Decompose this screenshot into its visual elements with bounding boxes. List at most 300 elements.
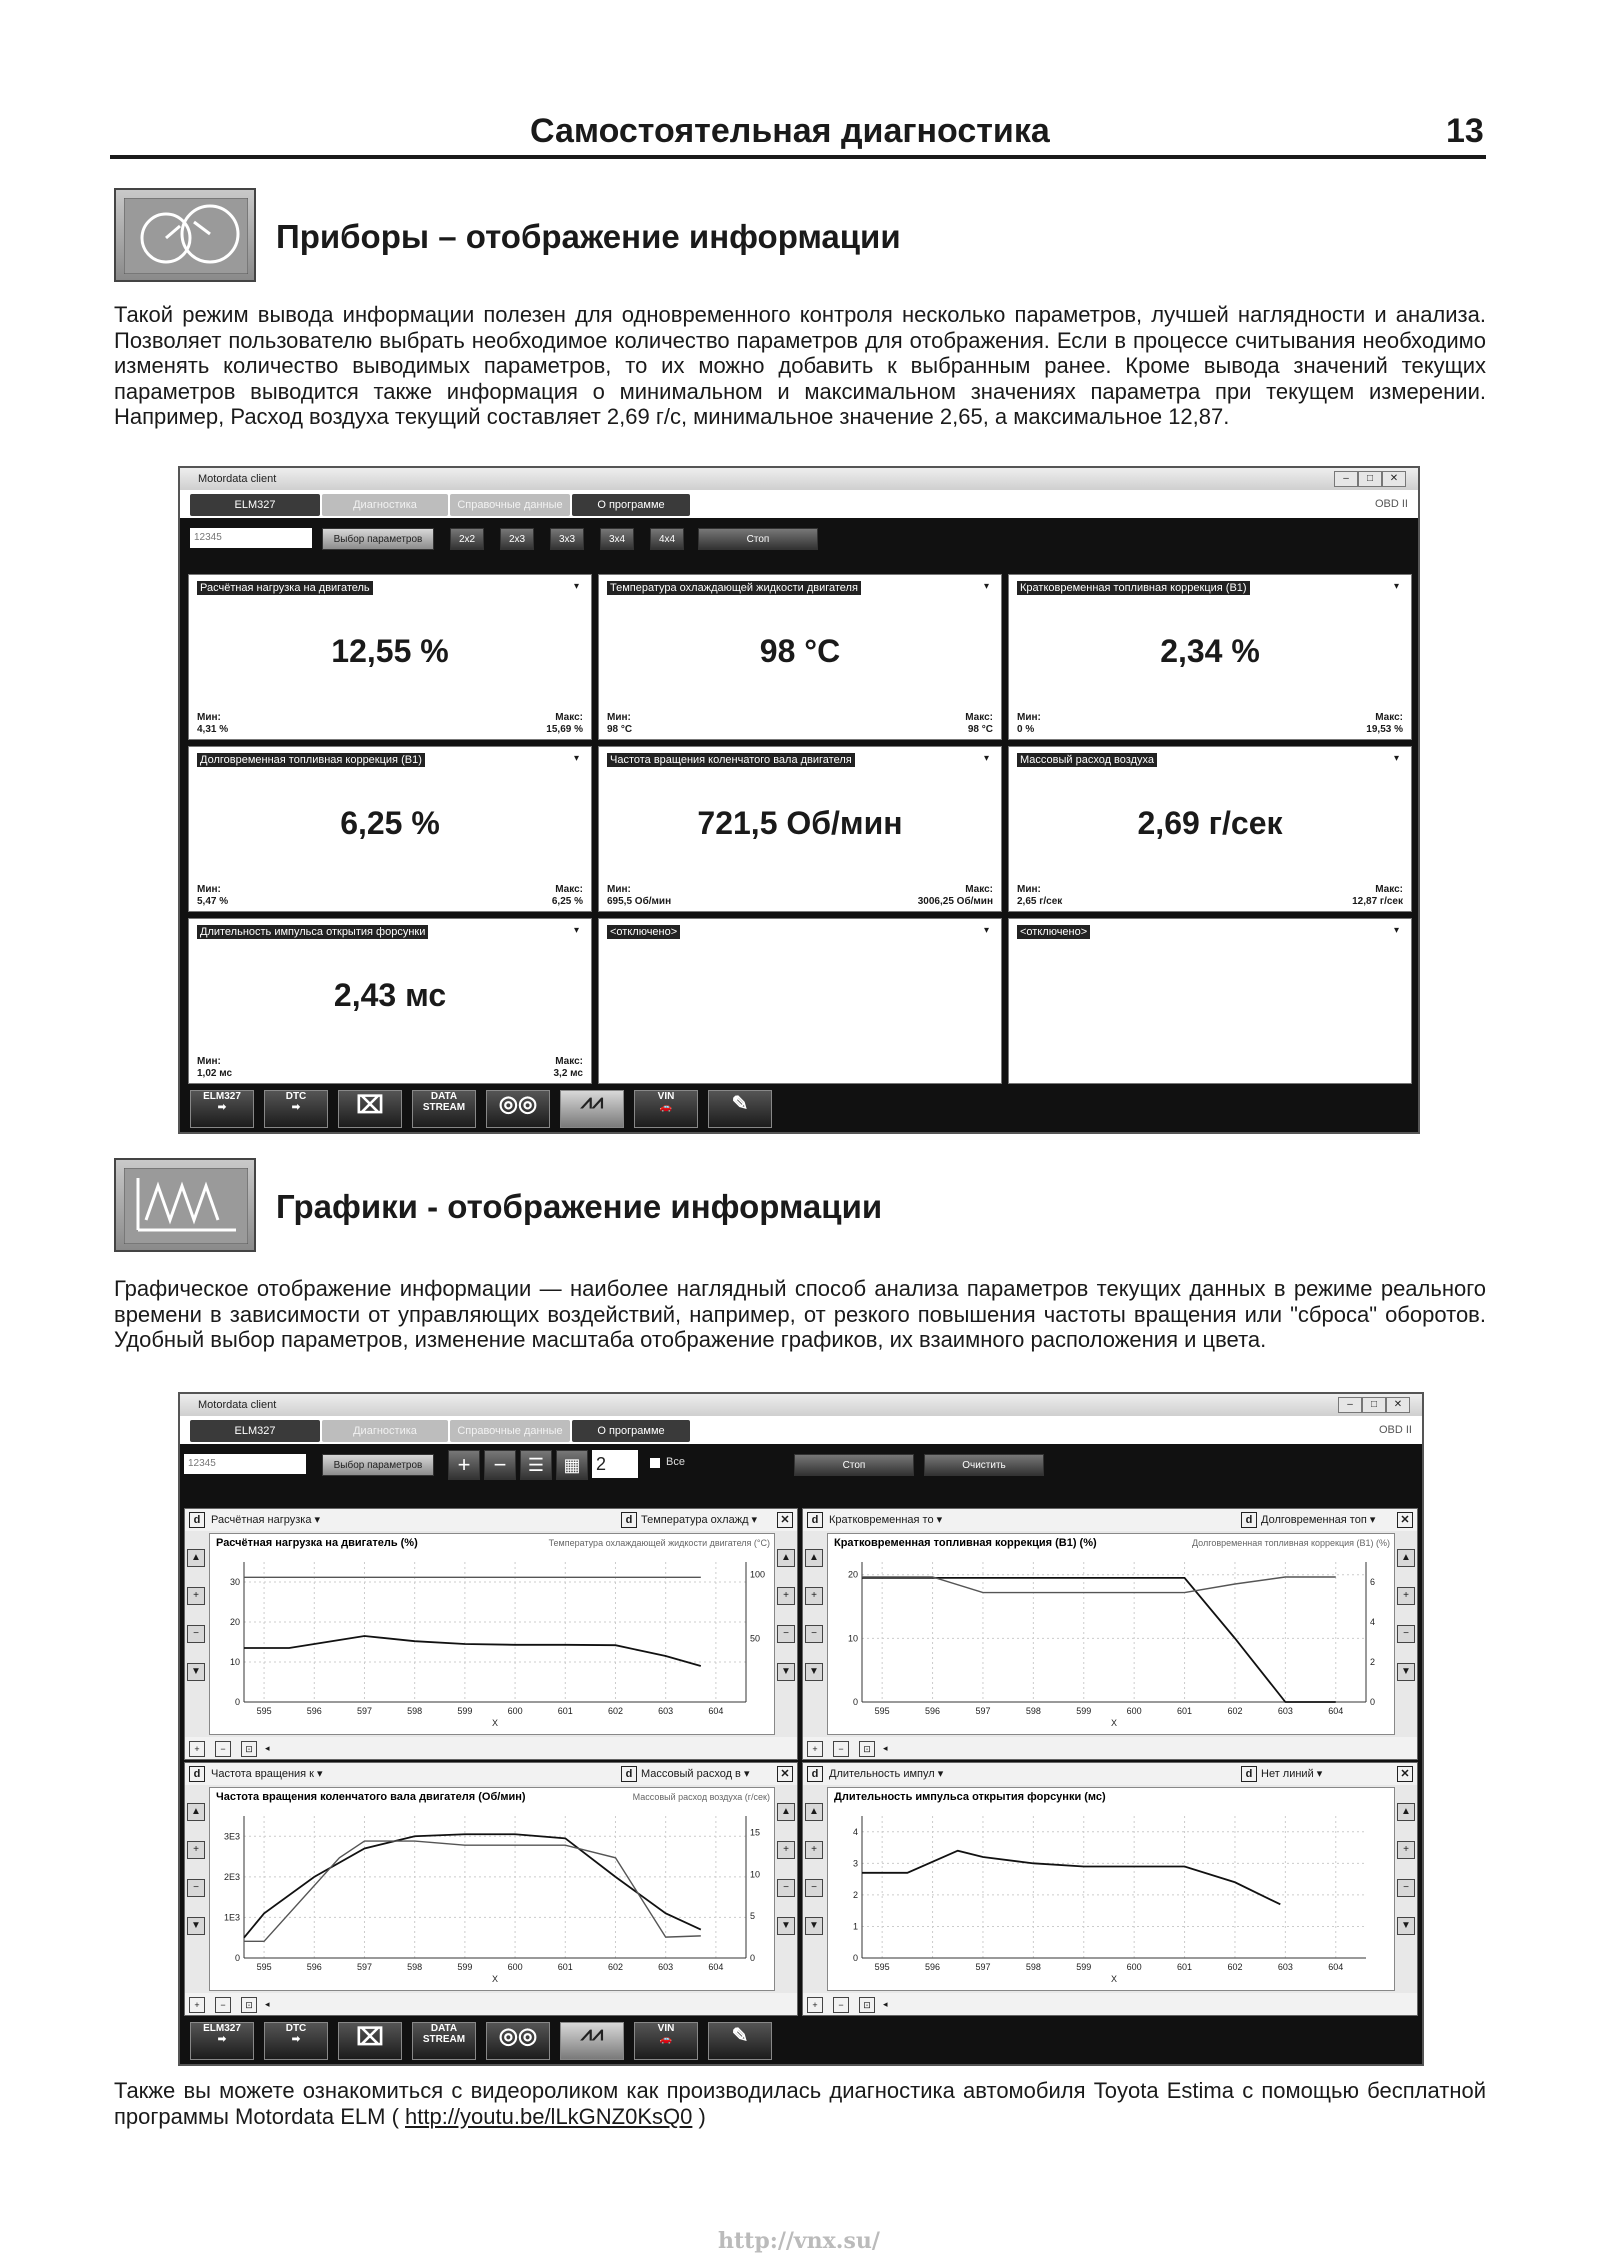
chevron-down-icon[interactable]: ▾ (983, 925, 989, 936)
left-axis-controls (187, 1803, 205, 1955)
scroll-down-icon[interactable]: ▼ (1397, 1663, 1415, 1681)
zoom-out-icon[interactable]: − (215, 1741, 231, 1757)
gauges-button-icon[interactable]: ◎◎ (486, 2022, 550, 2060)
grid-2x2-button[interactable]: 2x2 (450, 528, 484, 550)
x-tick-label: 604 (1328, 1962, 1344, 1972)
graph-panel-header (803, 1763, 1417, 1785)
graph-plot[interactable] (827, 1533, 1395, 1735)
zoom-in-icon[interactable]: + (189, 1997, 205, 2013)
zoom-out-icon[interactable]: − (833, 1741, 849, 1757)
columns-spinner[interactable]: 2 (592, 1450, 638, 1478)
zoom-out-icon[interactable]: − (777, 1625, 795, 1643)
bottom-toolbar (180, 2018, 1422, 2064)
graph-panel-header (185, 1509, 797, 1531)
elm327-button-label: ELM327 (203, 1091, 241, 1102)
chevron-down-icon[interactable]: ▾ (983, 581, 989, 592)
zoom-in-icon[interactable]: + (189, 1741, 205, 1757)
chart-title: Кратковременная топливная коррекция (B1) (%) (834, 1537, 1097, 1549)
tools-icon[interactable]: ✎ (708, 2022, 772, 2060)
window-title: Motordata client (198, 1399, 277, 1411)
right-axis-controls (777, 1803, 795, 1955)
gauge-tile (1008, 918, 1412, 1084)
dtc-button[interactable]: DTC ➡ (264, 1090, 328, 1128)
elm327-button[interactable]: ELM327 ➡ (190, 1090, 254, 1128)
footer-text: Также вы можете ознакомиться с видеороликом как производилась диагностика автомобиля Toyota Estima с помощью бесплатной программы Motordata ELM ( (114, 2078, 1486, 2129)
tab-reference[interactable]: Справочные данные (450, 494, 570, 516)
app-window-gauges (178, 466, 1420, 1134)
gauge-min-label: Мин: (607, 712, 631, 723)
graph-panel-header (803, 1509, 1417, 1531)
zoom-in-icon[interactable]: + (187, 1587, 205, 1605)
y-tick-label: 0 (852, 1953, 858, 1963)
all-checkbox[interactable] (650, 1458, 660, 1468)
gauge-max-value: 3006,25 Об/мин (917, 896, 993, 907)
layout-rows-icon[interactable]: ☰ (520, 1450, 552, 1480)
x-tick-label: 602 (607, 1962, 623, 1972)
gauge-parameter-select[interactable]: Температура охлаждающей жидкости двигателя (607, 581, 861, 595)
gauge-value: 2,69 г/сек (1137, 805, 1283, 841)
x-tick-label: 599 (1076, 1962, 1092, 1972)
series-color-icon[interactable]: d (1241, 1766, 1257, 1782)
gauge-value: 2,34 % (1160, 633, 1260, 669)
gauges-button-icon[interactable]: ◎◎ (486, 1090, 550, 1128)
gauge-max-label: Макс: (555, 884, 583, 895)
tools-icon[interactable]: ✎ (708, 1090, 772, 1128)
chevron-down-icon[interactable]: ▾ (573, 753, 579, 764)
x-tick-label: 597 (356, 1962, 372, 1972)
graph-panel-footer (185, 1737, 797, 1759)
scroll-up-icon[interactable]: ▲ (805, 1549, 823, 1567)
x-tick-label: 601 (1177, 1706, 1193, 1716)
graph-panel (184, 1762, 798, 2016)
zoom-out-icon[interactable]: − (215, 1997, 231, 2013)
grid-3x3-button[interactable]: 3x3 (550, 528, 584, 550)
x-tick-label: 598 (407, 1962, 423, 1972)
zoom-in-icon[interactable]: + (1397, 1587, 1415, 1605)
x-tick-label: 602 (1227, 1962, 1243, 1972)
graph-plot[interactable] (209, 1533, 775, 1735)
toolbar (180, 518, 1418, 558)
series1-select[interactable]: Расчётная нагрузка ▾ (211, 1514, 321, 1526)
gauge-min-label: Мин: (1017, 712, 1041, 723)
elm327-button[interactable]: ELM327 ➡ (190, 2022, 254, 2060)
series1-select[interactable]: Кратковременная то ▾ (829, 1514, 943, 1526)
y-tick-label: 2E3 (223, 1871, 240, 1882)
gauge-min-value: 695,5 Об/мин (607, 896, 672, 907)
ecu-select[interactable]: 12345 (184, 1454, 306, 1474)
data-stream-button[interactable]: DATA STREAM (412, 1090, 476, 1128)
chevron-down-icon[interactable]: ▾ (1393, 581, 1399, 592)
select-params-button[interactable]: Выбор параметров (322, 1454, 434, 1476)
y-tick-label: 10 (847, 1633, 858, 1644)
obd-label: OBD II (1374, 498, 1408, 510)
series-color-icon[interactable]: d (1241, 1512, 1257, 1528)
fit-icon[interactable]: ⊡ (859, 1741, 875, 1757)
gauge-max-value: 12,87 г/сек (1352, 896, 1403, 907)
series-line (862, 1577, 1336, 1593)
x-tick-label: 598 (1025, 1962, 1041, 1972)
scroll-up-icon[interactable]: ▲ (777, 1549, 795, 1567)
series-color-icon[interactable]: d (189, 1512, 205, 1528)
x-tick-label: 597 (975, 1962, 991, 1972)
y2-tick-label: 5 (750, 1911, 756, 1922)
y-tick-label: 10 (229, 1657, 240, 1667)
series2-select-label: Температура охлажд (641, 1514, 749, 1526)
zoom-out-icon[interactable]: − (805, 1879, 823, 1897)
scroll-left-icon[interactable]: ◂ (265, 1999, 270, 2009)
gauge-value: 12,55 % (331, 633, 449, 669)
zoom-out-icon[interactable]: − (777, 1879, 795, 1897)
series2-select-label: Массовый расход в (641, 1768, 741, 1780)
gauge-max-value: 3,2 мс (553, 1068, 583, 1079)
close-icon[interactable]: ✕ (1386, 1397, 1410, 1413)
gauge-max-value: 15,69 % (546, 724, 583, 735)
footer-text-end: ) (692, 2103, 706, 2129)
x-tick-label: 598 (407, 1706, 423, 1716)
x-tick-label: 595 (256, 1706, 272, 1716)
chart-title-secondary: Долговременная топливная коррекция (B1) (%) (1191, 1538, 1390, 1548)
gauge-value: 721,5 Об/мин (697, 805, 903, 841)
toolbar (180, 1444, 1422, 1484)
x-tick-label: 599 (457, 1962, 473, 1972)
zoom-out-icon[interactable]: − (187, 1879, 205, 1897)
clear-button[interactable]: Очистить (924, 1454, 1044, 1476)
gauge-tile (188, 574, 592, 740)
x-axis-label: X (1110, 1718, 1118, 1728)
gauge-min-value: 98 °C (607, 724, 633, 735)
gauge-max-value: 19,53 % (1366, 724, 1403, 735)
graph-panel (802, 1762, 1418, 2016)
gauge-parameter-select[interactable]: Расчётная нагрузка на двигатель (197, 581, 373, 595)
x-tick-label: 600 (507, 1706, 523, 1716)
scroll-up-icon[interactable]: ▲ (187, 1803, 205, 1821)
running-header: Самостоятельная диагностика (530, 112, 1050, 150)
graph-panel-footer (803, 1993, 1417, 2015)
y-tick-label: 1 (852, 1921, 858, 1932)
gauge-min-value: 5,47 % (197, 896, 229, 907)
y-tick-label: 0 (852, 1697, 858, 1707)
tab-diagnostics[interactable]: Диагностика (322, 494, 448, 516)
window-titlebar (180, 468, 1418, 490)
series-line (862, 1578, 1336, 1702)
fit-icon[interactable]: ⊡ (241, 1741, 257, 1757)
x-tick-label: 601 (557, 1962, 573, 1972)
elm327-button-label: ELM327 (203, 2023, 241, 2034)
chart-svg (828, 1788, 1396, 1992)
camera-icon[interactable]: ⌧ (338, 2022, 402, 2060)
gauge-parameter-select[interactable]: Долговременная топливная коррекция (B1) (197, 753, 425, 767)
x-axis-label: X (1110, 1974, 1118, 1984)
x-tick-label: 604 (708, 1706, 724, 1716)
gauge-value: 98 °C (759, 633, 841, 669)
gauge-parameter-select[interactable]: Длительность импульса открытия форсунки (197, 925, 428, 939)
maximize-icon[interactable]: □ (1362, 1397, 1386, 1413)
obd-label: OBD II (1378, 1424, 1412, 1436)
watermark: http://vnx.su/ (718, 2228, 880, 2254)
close-icon[interactable]: ✕ (777, 1512, 793, 1528)
close-icon[interactable]: ✕ (1397, 1512, 1413, 1528)
app-window-graphs (178, 1392, 1424, 2066)
x-tick-label: 601 (1177, 1962, 1193, 1972)
close-icon[interactable]: ✕ (1397, 1766, 1413, 1782)
right-axis-controls (1397, 1803, 1415, 1955)
tab-elm327[interactable]: ELM327 (190, 494, 320, 516)
minimize-icon[interactable]: – (1334, 471, 1358, 487)
menu-bar (180, 490, 1418, 518)
scroll-down-icon[interactable]: ▼ (187, 1663, 205, 1681)
graph-plot[interactable] (209, 1787, 775, 1991)
scroll-up-icon[interactable]: ▲ (805, 1803, 823, 1821)
y2-tick-label: 15 (750, 1827, 761, 1838)
tab-diagnostics[interactable]: Диагностика (322, 1420, 448, 1442)
y2-tick-label: 0 (1370, 1697, 1376, 1707)
zoom-out-icon[interactable]: − (1397, 1879, 1415, 1897)
vin-car-icon[interactable]: VIN 🚗 (634, 2022, 698, 2060)
x-tick-label: 597 (975, 1706, 991, 1716)
graph-panel-footer (803, 1737, 1417, 1759)
x-tick-label: 597 (356, 1706, 372, 1716)
y-tick-label: 20 (847, 1569, 858, 1580)
series-line (244, 1834, 701, 1937)
x-tick-label: 596 (925, 1962, 941, 1972)
zoom-in-icon[interactable]: + (807, 1741, 823, 1757)
chart-title: Частота вращения коленчатого вала двигателя (Об/мин) (216, 1791, 526, 1803)
scroll-up-icon[interactable]: ▲ (1397, 1803, 1415, 1821)
camera-icon[interactable]: ⌧ (338, 1090, 402, 1128)
zoom-in-icon[interactable]: + (777, 1841, 795, 1859)
zoom-out-icon[interactable]: − (484, 1450, 516, 1480)
chart-title: Расчётная нагрузка на двигатель (%) (216, 1537, 418, 1549)
grid-3x4-button[interactable]: 3x4 (600, 528, 634, 550)
y-tick-label: 3 (852, 1858, 858, 1869)
window-titlebar (180, 1394, 1422, 1416)
gauge-value: 2,43 мс (333, 977, 447, 1013)
gauge-max-value: 6,25 % (551, 896, 583, 907)
zoom-out-icon[interactable]: − (1397, 1625, 1415, 1643)
maximize-icon[interactable]: □ (1358, 471, 1382, 487)
zoom-out-icon[interactable]: − (805, 1625, 823, 1643)
left-axis-controls (805, 1549, 823, 1701)
scroll-left-icon[interactable]: ◂ (883, 1743, 888, 1753)
y2-tick-label: 50 (750, 1633, 761, 1644)
x-tick-label: 601 (557, 1706, 573, 1716)
scroll-up-icon[interactable]: ▲ (187, 1549, 205, 1567)
series2-select[interactable]: Нет линий ▾ (1261, 1768, 1323, 1780)
window-title: Motordata client (198, 473, 277, 485)
chart-title: Длительность импульса открытия форсунки (мс) (834, 1791, 1106, 1803)
section-paragraph: Графическое отображение информации — наиболее наглядный способ анализа параметров текущих данных в режиме реального времени в зависимости от управляющих воздействий, например, от резкого повышения частоты вращения или "сброса" оборотов. Удобный выбор параметров, изменение масштаба отображение графиков, их взаимного расположения и цвета. (114, 1276, 1486, 1352)
gauge-tile (598, 574, 1002, 740)
series1-select-label: Длительность импул (829, 1768, 935, 1780)
gauge-min-value: 1,02 мс (197, 1068, 233, 1079)
scroll-left-icon[interactable]: ◂ (883, 1999, 888, 2009)
y2-tick-label: 10 (750, 1869, 761, 1880)
chart-svg (828, 1534, 1396, 1736)
header-rule (110, 155, 1486, 159)
graph-panel (802, 1508, 1418, 1760)
gauge-min-value: 4,31 % (197, 724, 229, 735)
series1-select-label: Расчётная нагрузка (211, 1514, 312, 1526)
left-axis-controls (187, 1549, 205, 1701)
series1-select[interactable]: Частота вращения к ▾ (211, 1768, 323, 1780)
chart-title-secondary: Массовый расход воздуха (г/сек) (632, 1792, 770, 1802)
gauge-parameter-select[interactable]: <отключено> (607, 925, 680, 939)
zoom-in-icon[interactable]: + (448, 1450, 480, 1480)
page-number: 13 (1446, 112, 1484, 150)
fit-icon[interactable]: ⊡ (859, 1997, 875, 2013)
chevron-down-icon[interactable]: ▾ (1393, 753, 1399, 764)
stop-button[interactable]: Стоп (698, 528, 818, 550)
graph-plot[interactable] (827, 1787, 1395, 1991)
graph-panel (184, 1508, 798, 1760)
gauge-max-label: Макс: (1375, 712, 1403, 723)
series-line (244, 1636, 701, 1666)
gauge-min-label: Мин: (607, 884, 631, 895)
gauge-tile (188, 746, 592, 912)
scroll-down-icon[interactable]: ▼ (805, 1917, 823, 1935)
x-tick-label: 596 (306, 1962, 322, 1972)
vin-car-icon[interactable]: VIN 🚗 (634, 1090, 698, 1128)
scroll-up-icon[interactable]: ▲ (1397, 1549, 1415, 1567)
minimize-icon[interactable]: – (1338, 1397, 1362, 1413)
gauge-parameter-select[interactable]: Кратковременная топливная коррекция (B1) (1017, 581, 1250, 595)
graph-panel-header (185, 1763, 797, 1785)
series2-select[interactable]: Долговременная топ ▾ (1261, 1514, 1376, 1526)
select-params-button[interactable]: Выбор параметров (322, 528, 434, 550)
y-tick-label: 4 (852, 1826, 858, 1837)
zoom-in-icon[interactable]: + (807, 1997, 823, 2013)
series-color-icon[interactable]: d (807, 1766, 823, 1782)
menu-bar (180, 1416, 1422, 1444)
tab-elm327[interactable]: ELM327 (190, 1420, 320, 1442)
footer-paragraph (114, 2078, 1486, 2129)
gauge-max-label: Макс: (965, 884, 993, 895)
x-tick-label: 604 (708, 1962, 724, 1972)
x-tick-label: 603 (1277, 1706, 1293, 1716)
y2-tick-label: 2 (1370, 1657, 1376, 1667)
x-tick-label: 598 (1025, 1706, 1041, 1716)
gauge-max-label: Макс: (555, 712, 583, 723)
zoom-in-icon[interactable]: + (805, 1841, 823, 1859)
y-tick-label: 30 (229, 1577, 240, 1587)
chart-title-secondary: Температура охлаждающей жидкости двигателя (°C) (548, 1538, 770, 1548)
series2-select[interactable]: Массовый расход в ▾ (641, 1768, 750, 1780)
gauge-max-label: Макс: (1375, 884, 1403, 895)
series-color-icon[interactable]: d (807, 1512, 823, 1528)
gauge-tile (1008, 574, 1412, 740)
y-tick-label: 3E3 (223, 1831, 240, 1842)
series-color-icon[interactable]: d (621, 1512, 637, 1528)
stop-button[interactable]: Стоп (794, 1454, 914, 1476)
tab-about[interactable]: О программе (572, 1420, 690, 1442)
series2-select[interactable]: Температура охлажд ▾ (641, 1514, 758, 1526)
scroll-up-icon[interactable]: ▲ (777, 1803, 795, 1821)
x-tick-label: 596 (306, 1706, 322, 1716)
y2-tick-label: 6 (1370, 1577, 1376, 1587)
gauge-min-label: Мин: (197, 712, 221, 723)
chevron-down-icon[interactable]: ▾ (573, 925, 579, 936)
fit-icon[interactable]: ⊡ (241, 1997, 257, 2013)
gauge-parameter-select[interactable]: <отключено> (1017, 925, 1090, 939)
scroll-down-icon[interactable]: ▼ (805, 1663, 823, 1681)
scroll-down-icon[interactable]: ▼ (187, 1917, 205, 1935)
section-paragraph: Такой режим вывода информации полезен для одновременного контроля несколько параметров, лучшей наглядности и анализа. Позволяет пользователю выбрать необходимое количество параметров для отображения. Если в процессе считывания необходимо изменять количество выводимых параметров, то их можно добавить к выбранным ранее. Кроме вывода значений текущих параметров выводится также информация о минимальном и максимальном значениях параметра при текущем измерении. Например, Расход воздуха текущий составляет 2,69 г/с, минимальное значение 2,65, а максимальное 12,87. (114, 302, 1486, 429)
series2-select-label: Нет линий (1261, 1768, 1314, 1780)
gauge-parameter-select[interactable]: Частота вращения коленчатого вала двигателя (607, 753, 855, 767)
zoom-in-icon[interactable]: + (187, 1841, 205, 1859)
x-tick-label: 595 (874, 1962, 890, 1972)
zoom-out-icon[interactable]: − (833, 1997, 849, 2013)
x-tick-label: 599 (457, 1706, 473, 1716)
series2-select-label: Долговременная топ (1261, 1514, 1367, 1526)
scroll-down-icon[interactable]: ▼ (777, 1917, 795, 1935)
dtc-button[interactable]: DTC ➡ (264, 2022, 328, 2060)
x-tick-label: 596 (925, 1706, 941, 1716)
data-stream-button[interactable]: DATA STREAM (412, 2022, 476, 2060)
x-tick-label: 602 (1227, 1706, 1243, 1716)
gauge-max-value: 98 °C (967, 724, 993, 735)
gauge-value: 6,25 % (340, 805, 440, 841)
y2-tick-label: 0 (750, 1953, 756, 1963)
right-axis-controls (777, 1549, 795, 1701)
x-tick-label: 603 (658, 1962, 674, 1972)
zoom-in-icon[interactable]: + (805, 1587, 823, 1605)
grid-2x3-button[interactable]: 2x3 (500, 528, 534, 550)
tab-reference[interactable]: Справочные данные (450, 1420, 570, 1442)
tab-about[interactable]: О программе (572, 494, 690, 516)
zoom-in-icon[interactable]: + (1397, 1841, 1415, 1859)
left-axis-controls (805, 1803, 823, 1955)
video-link[interactable]: http://youtu.be/lLkGNZ0KsQ0 (405, 2103, 693, 2129)
gauge-parameter-select[interactable]: Массовый расход воздуха (1017, 753, 1157, 767)
graph-button-icon[interactable]: ⩘⩘ (560, 2022, 624, 2060)
ecu-select[interactable]: 12345 (190, 528, 312, 548)
gauge-tile (598, 918, 1002, 1084)
chevron-down-icon[interactable]: ▾ (573, 581, 579, 592)
y-tick-label: 0 (234, 1953, 240, 1963)
zoom-in-icon[interactable]: + (777, 1587, 795, 1605)
series-color-icon[interactable]: d (189, 1766, 205, 1782)
y-tick-label: 2 (852, 1889, 858, 1900)
graph-button-icon[interactable]: ⩘⩘ (560, 1090, 624, 1128)
series1-select[interactable]: Длительность импул ▾ (829, 1768, 944, 1780)
y-tick-label: 1E3 (223, 1912, 240, 1923)
x-tick-label: 604 (1328, 1706, 1344, 1716)
graph-icon (114, 1158, 256, 1252)
x-tick-label: 599 (1076, 1706, 1092, 1716)
gauge-min-value: 0 % (1017, 724, 1035, 735)
x-axis-label: X (491, 1718, 499, 1728)
grid-4x4-button[interactable]: 4x4 (650, 528, 684, 550)
x-tick-label: 600 (1126, 1706, 1142, 1716)
graph-panel-footer (185, 1993, 797, 2015)
series-color-icon[interactable]: d (621, 1766, 637, 1782)
y2-tick-label: 4 (1370, 1617, 1376, 1627)
x-tick-label: 600 (1126, 1962, 1142, 1972)
scroll-down-icon[interactable]: ▼ (1397, 1917, 1415, 1935)
zoom-out-icon[interactable]: − (187, 1625, 205, 1643)
gauge-min-value: 2,65 г/сек (1017, 896, 1063, 907)
gauge-min-label: Мин: (197, 1056, 221, 1067)
scroll-down-icon[interactable]: ▼ (777, 1663, 795, 1681)
close-icon[interactable]: ✕ (1382, 471, 1406, 487)
layout-grid-icon[interactable]: ▦ (556, 1450, 588, 1480)
close-icon[interactable]: ✕ (777, 1766, 793, 1782)
scroll-left-icon[interactable]: ◂ (265, 1743, 270, 1753)
x-tick-label: 595 (256, 1962, 272, 1972)
chevron-down-icon[interactable]: ▾ (1393, 925, 1399, 936)
chevron-down-icon[interactable]: ▾ (983, 753, 989, 764)
